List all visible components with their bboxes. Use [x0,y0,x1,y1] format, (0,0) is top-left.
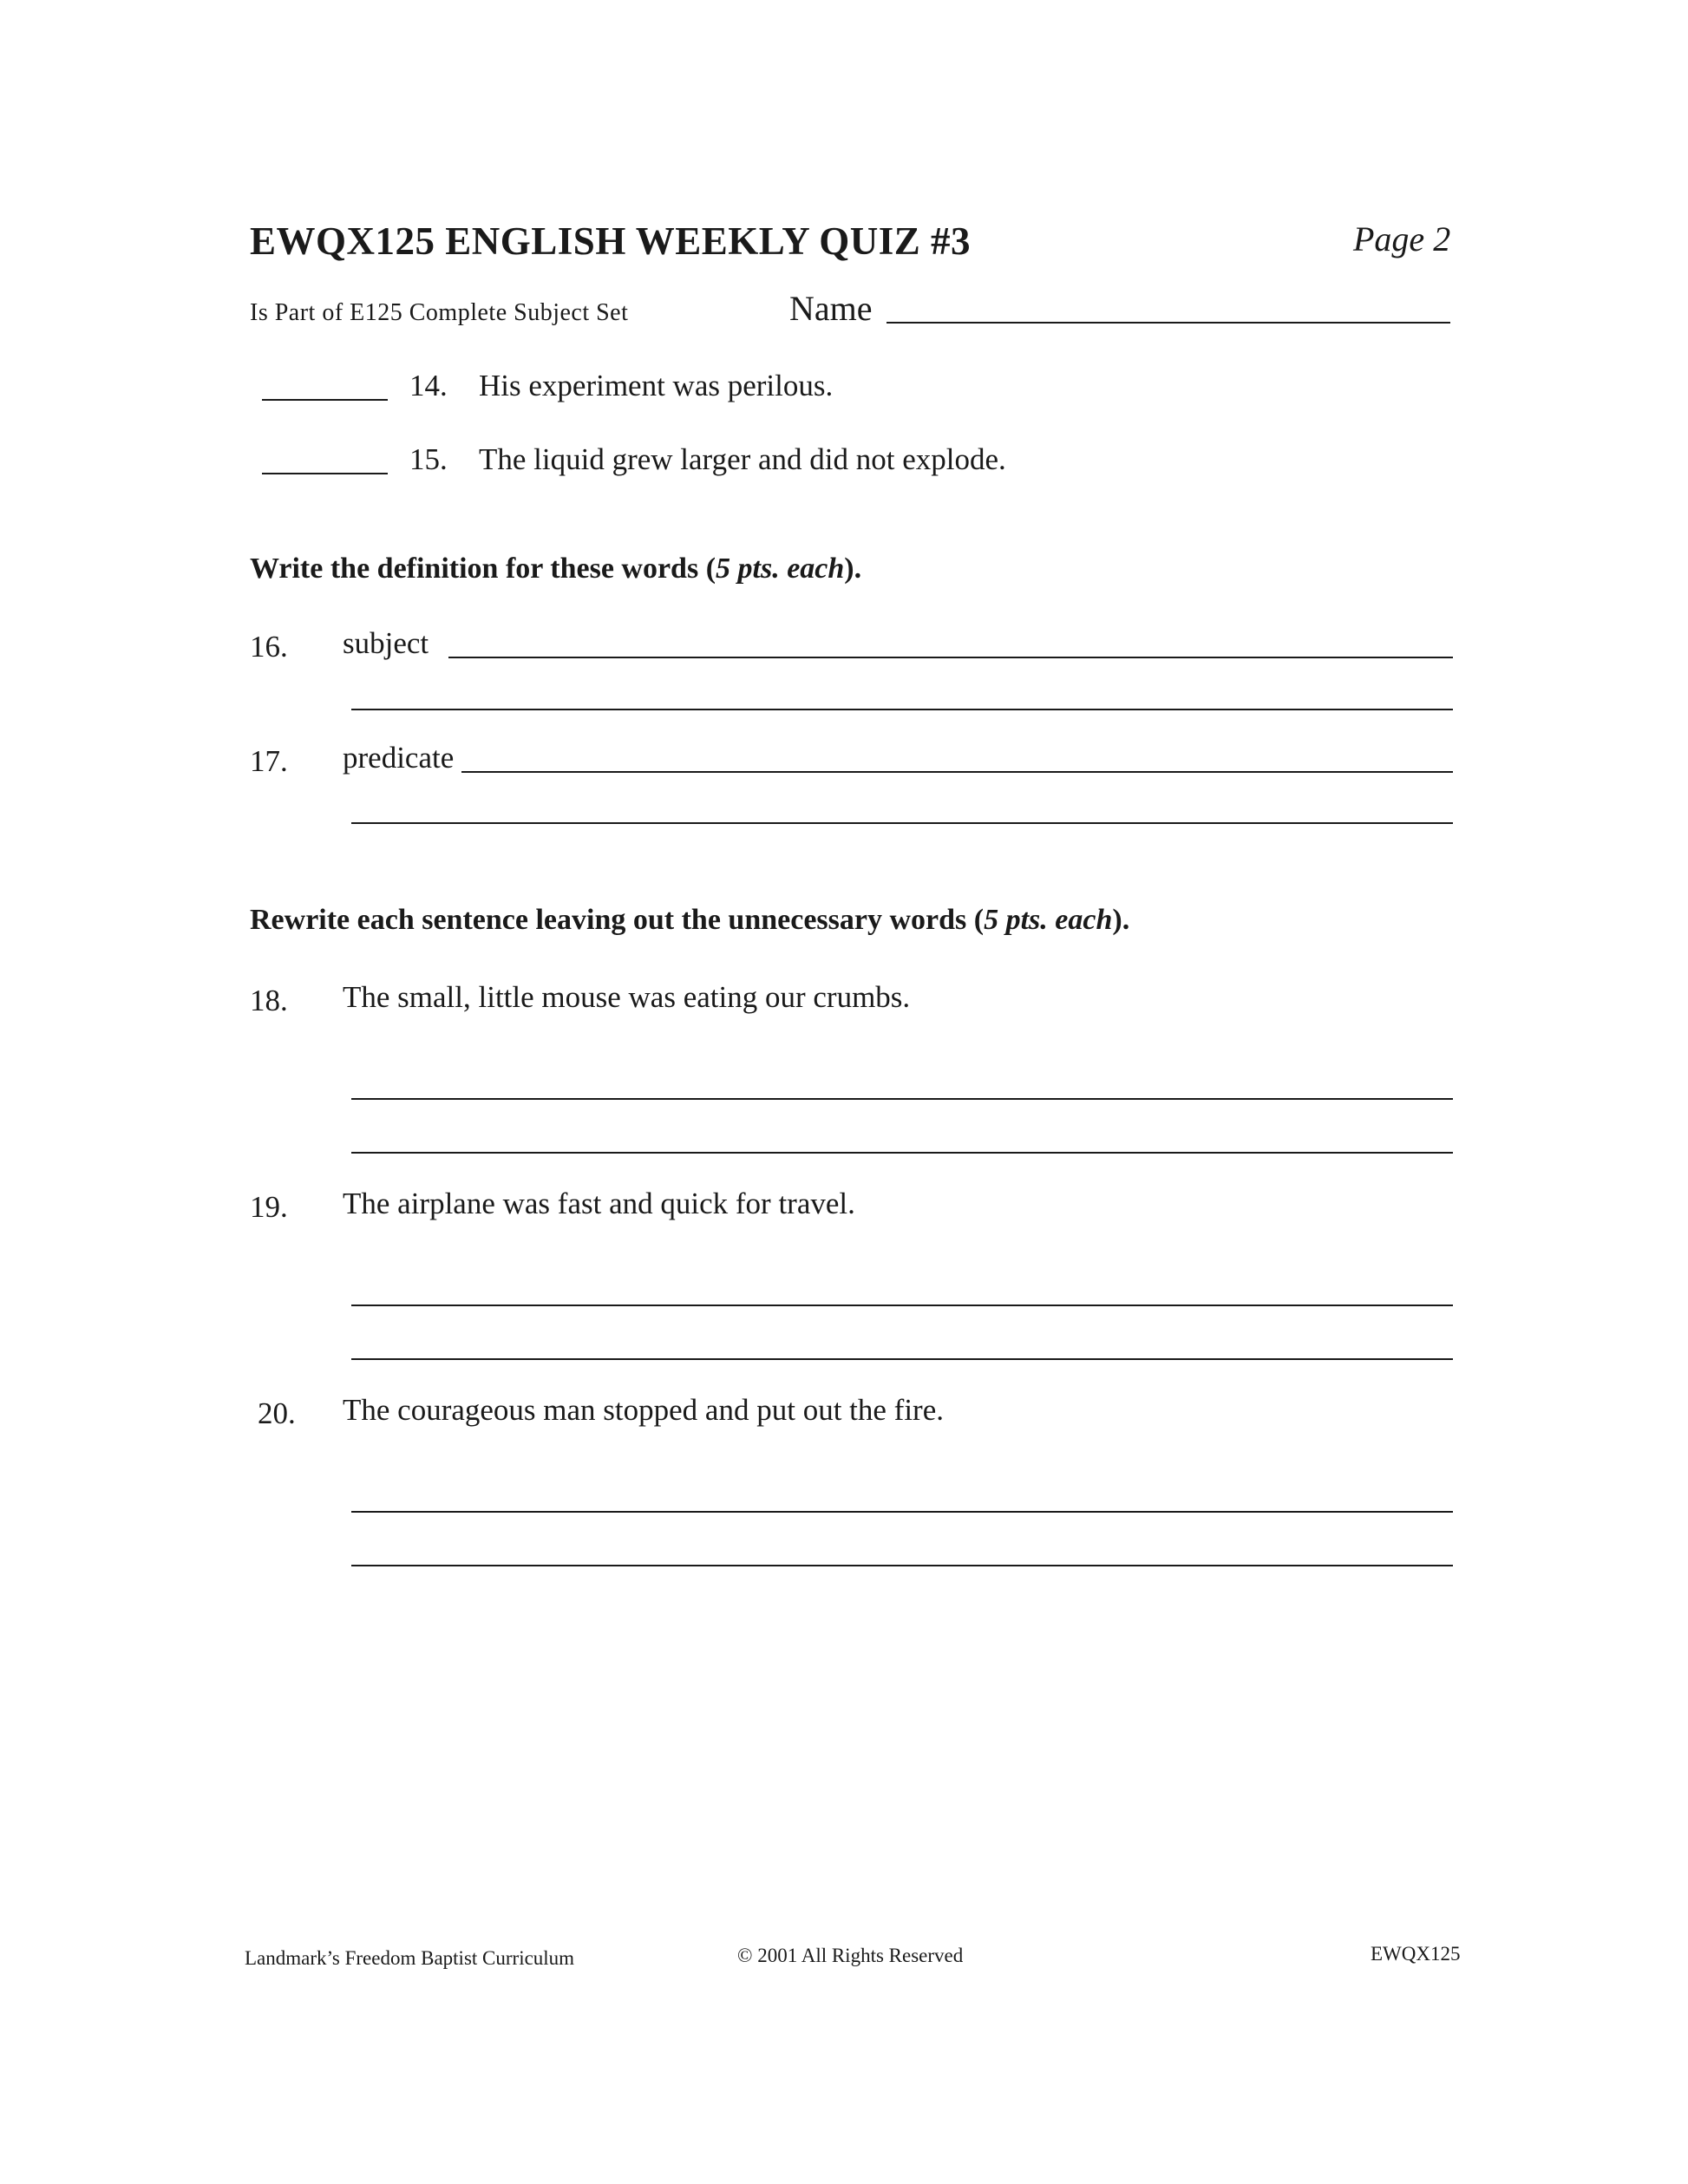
question-number: 16. [250,630,288,664]
answer-line-16a[interactable] [448,657,1453,658]
question-text: The liquid grew larger and did not explode. [479,442,1006,476]
sentence-text: The courageous man stopped and put out the fire. [343,1393,944,1427]
question-text: His experiment was perilous. [479,369,834,402]
answer-line-20a[interactable] [351,1511,1453,1513]
answer-line-17b[interactable] [351,822,1453,824]
answer-line-17a[interactable] [461,771,1453,773]
page-number: Page 2 [1353,219,1451,258]
sentence-text: The airplane was fast and quick for travel. [343,1187,855,1220]
answer-line-18b[interactable] [351,1152,1453,1154]
question-number: 18. [250,984,288,1017]
question-number: 14. [409,369,448,402]
definition-word: subject [343,626,429,660]
answer-line-20b[interactable] [351,1565,1453,1566]
answer-line-16b[interactable] [351,709,1453,710]
definitions-heading: Write the definition for these words (5 pts. each). [250,553,862,585]
sentence-text: The small, little mouse was eating our crumbs. [343,980,911,1014]
name-label: Name [789,289,873,328]
question-number: 17. [250,744,288,778]
answer-line-18a[interactable] [351,1098,1453,1100]
answer-blank-15[interactable] [262,473,388,474]
subject-set-note: Is Part of E125 Complete Subject Set [250,299,629,326]
answer-blank-14[interactable] [262,399,388,401]
question-number: 19. [250,1190,288,1224]
footer-publisher: Landmark’s Freedom Baptist Curriculum [245,1947,575,1969]
page-title: EWQX125 ENGLISH WEEKLY QUIZ #3 [250,219,972,263]
answer-line-19b[interactable] [351,1358,1453,1360]
footer-copyright: © 2001 All Rights Reserved [737,1945,964,1966]
rewrite-heading: Rewrite each sentence leaving out the unnecessary words (5 pts. each). [250,904,1130,936]
definition-word: predicate [343,741,455,775]
question-number: 15. [409,442,448,476]
answer-line-19a[interactable] [351,1305,1453,1306]
name-field[interactable] [887,322,1450,324]
footer-code: EWQX125 [1371,1943,1461,1965]
question-number: 20. [258,1396,296,1430]
